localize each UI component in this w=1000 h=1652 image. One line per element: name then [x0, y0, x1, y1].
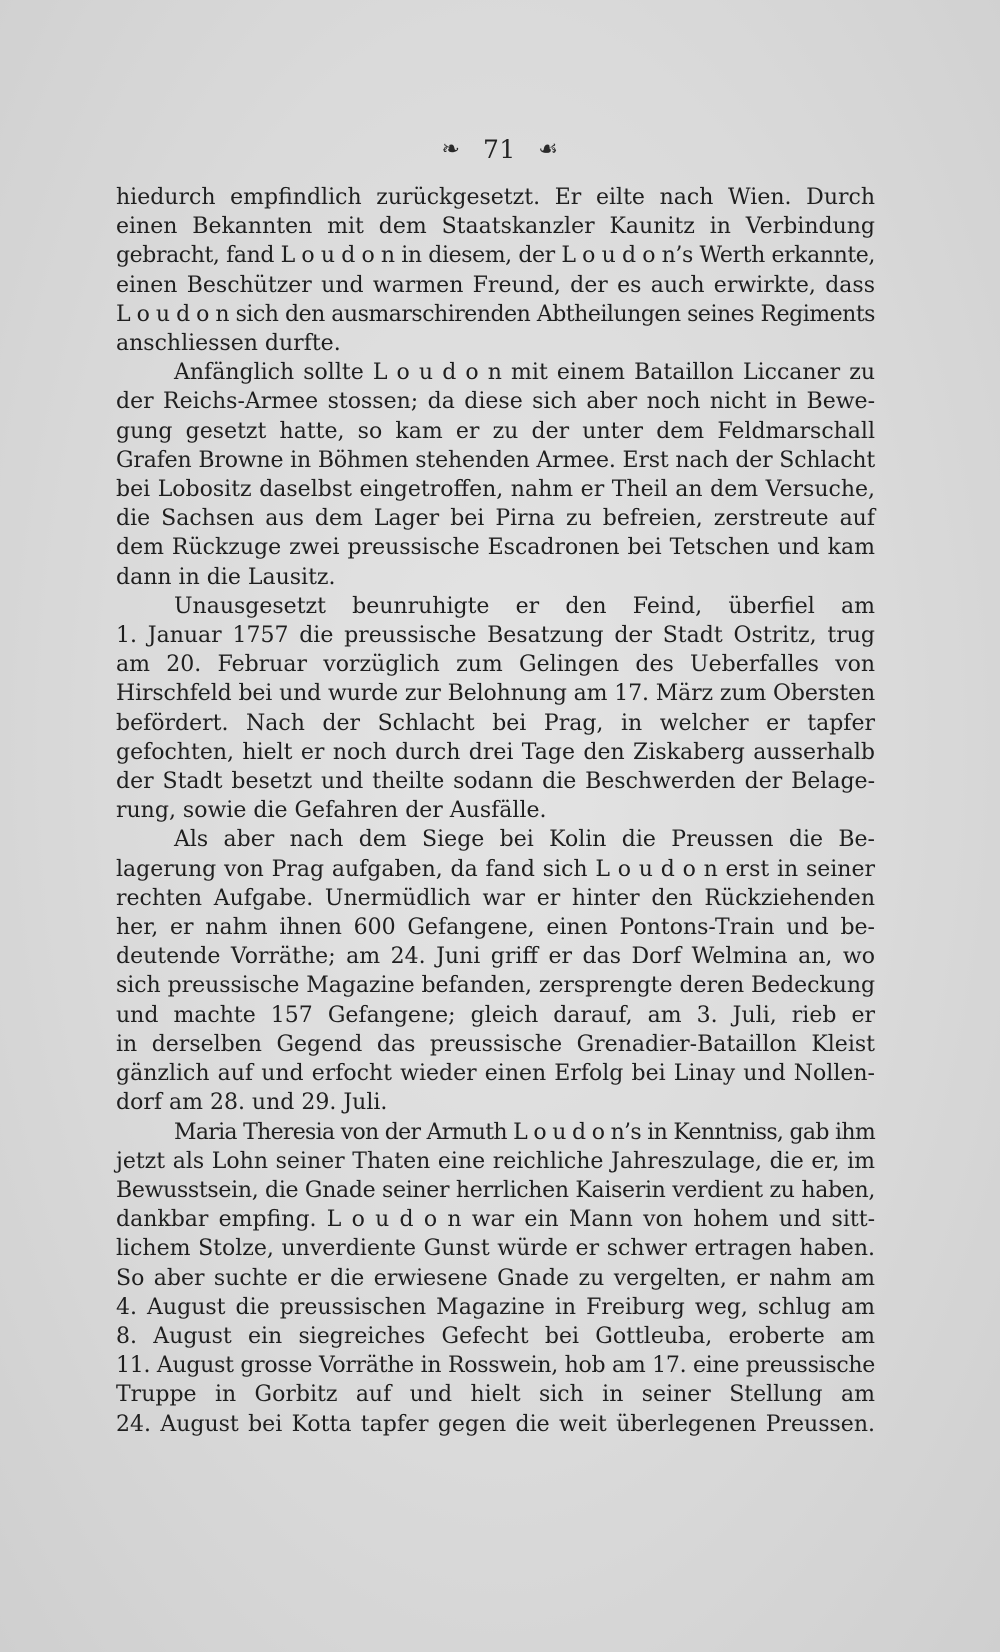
text-line: lagerung von Prag aufgaben, da fand sich L o u d o n erst in seiner [116, 856, 875, 882]
text-line: dem Rückzuge zwei preussische Escadronen bei Tetschen und kam [116, 535, 875, 561]
text-line: Truppe in Gorbitz auf und hielt sich in seiner Stellung am [116, 1382, 875, 1408]
page-number: 71 [482, 135, 516, 164]
text-line: jetzt als Lohn seiner Thaten eine reichliche Jahreszulage, die er, im [116, 1148, 875, 1174]
text-line: 4. August die preussischen Magazine in Freiburg weg, schlug am [116, 1294, 875, 1320]
text-line: Unausgesetzt beunruhigte er den Feind, überfiel am [174, 593, 875, 619]
text-line: 24. August bei Kotta tapfer gegen die weit überlegenen Preussen. [116, 1411, 875, 1437]
text-line: 11. August grosse Vorräthe in Rosswein, hob am 17. eine preussische [116, 1353, 876, 1379]
text-line: gefochten, hielt er noch durch drei Tage den Ziskaberg ausserhalb [116, 739, 875, 765]
text-line: 8. August ein siegreiches Gefecht bei Gottleuba, eroberte am [116, 1323, 875, 1349]
text-line: dorf am 28. und 29. Juli. [116, 1090, 388, 1116]
text-line: am 20. Februar vorzüglich zum Gelingen des Ueberfalles von [116, 652, 875, 678]
page-header [0, 135, 1000, 164]
text-line: Hirschfeld bei und wurde zur Belohnung am 17. März zum Obersten [116, 681, 875, 707]
text-line: einen Beschützer und warmen Freund, der es auch erwirkte, dass [116, 272, 875, 298]
text-line: der Reichs-Armee stossen; da diese sich aber noch nicht in Bewe- [116, 389, 875, 415]
text-line: einen Bekannten mit dem Staatskanzler Kaunitz in Verbindung [116, 214, 875, 240]
text-line: in derselben Gegend das preussische Grenadier-Bataillon Kleist [116, 1031, 875, 1057]
text-line: lichem Stolze, unverdiente Gunst würde er schwer ertragen haben. [116, 1236, 875, 1262]
text-line: Bewusstsein, die Gnade seiner herrlichen Kaiserin verdient zu haben, [116, 1177, 876, 1203]
text-line: dankbar empfing. L o u d o n war ein Mann von hohem und sitt- [116, 1207, 875, 1233]
body-text [116, 183, 875, 1439]
text-line: dann in die Lausitz. [116, 564, 336, 590]
text-line: 1. Januar 1757 die preussische Besatzung der Stadt Ostritz, trug [116, 623, 875, 649]
text-line: deutende Vorräthe; am 24. Juni griff er das Dorf Welmina an, wo [116, 944, 875, 970]
text-line: Maria Theresia von der Armuth L o u d o n’s in Kenntniss, gab ihm [174, 1119, 875, 1145]
text-line: gänzlich auf und erfocht wieder einen Erfolg bei Linay und Nollen- [116, 1061, 875, 1087]
text-line: der Stadt besetzt und theilte sodann die Beschwerden der Belage- [116, 769, 875, 795]
text-line: bei Lobositz daselbst eingetroffen, nahm er Theil an dem Versuche, [116, 477, 875, 503]
text-line: die Sachsen aus dem Lager bei Pirna zu befreien, zerstreute auf [116, 506, 875, 532]
text-line: hiedurch empfindlich zurückgesetzt. Er eilte nach Wien. Durch [116, 185, 875, 210]
ornament-right-icon: ☙ [538, 137, 559, 162]
text-line: Anfänglich sollte L o u d o n mit einem Bataillon Liccaner zu [174, 360, 875, 386]
text-line: Als aber nach dem Siege bei Kolin die Preussen die Be- [174, 827, 875, 853]
text-line: L o u d o n sich den ausmarschirenden Abtheilungen seines Regiments [116, 301, 875, 327]
text-line: rung, sowie die Gefahren der Ausfälle. [116, 798, 547, 824]
text-line: her, er nahm ihnen 600 Gefangene, einen Pontons-Train und be- [116, 915, 875, 941]
text-line: anschliessen durfte. [116, 331, 341, 357]
text-line: und machte 157 Gefangene; gleich darauf, am 3. Juli, rieb er [116, 1002, 875, 1028]
text-line: Grafen Browne in Böhmen stehenden Armee. Erst nach der Schlacht [116, 447, 876, 473]
text-line: sich preussische Magazine befanden, zersprengte deren Bedeckung [116, 973, 875, 999]
text-line: gebracht, fand L o u d o n in diesem, der L o u d o n’s Werth erkannte, [116, 243, 875, 269]
text-line: befördert. Nach der Schlacht bei Prag, in welcher er tapfer [116, 710, 875, 736]
text-line: gung gesetzt hatte, so kam er zu der unter dem Feldmarschall [116, 418, 875, 444]
text-line: rechten Aufgabe. Unermüdlich war er hinter den Rückziehenden [116, 885, 875, 911]
ornament-left-icon: ❧ [441, 137, 461, 162]
text-line: So aber suchte er die erwiesene Gnade zu vergelten, er nahm am [116, 1265, 875, 1291]
